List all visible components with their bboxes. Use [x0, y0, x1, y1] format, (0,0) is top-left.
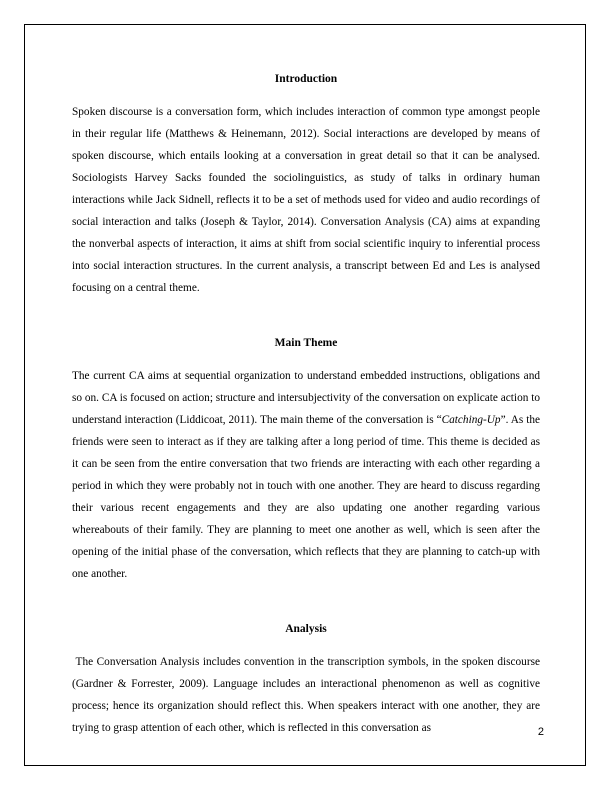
analysis-paragraph: The Conversation Analysis includes convention in the transcription symbols, in the spoken discourse (Gardner & Forrester, 2009). Language includes an interactional phenomenon as well as cognitive process; hence its organization should reflect this. When speakers interact with one another, they are trying to grasp attention of each other, which is reflected in this conversation as	[72, 656, 540, 734]
main-theme-text-after: ”. As the friends were seen to interact as if they are talking after a long period of time. This theme is decided as it can be seen from the entire conversation that two friends are interacting with each other regarding a period in which they were probably not in touch with one another. They are heard to discuss regarding their various recent engagements and they are also updating one another regarding various whereabouts of their family. They are planning to meet one another as well, which is seen after the opening of the initial phase of the conversation, which reflects that they are planning to catch-up with one another.	[72, 414, 540, 580]
main-theme-emphasis: Catching-Up	[441, 414, 501, 426]
main-theme-text-before: The current CA aims at sequential organization to understand embedded instructions, obligations and so on. CA is focused on action; structure and intersubjectivity of the conversation on explicate action to understand interaction (Liddicoat, 2011). The main theme of the conversation is “	[72, 370, 540, 426]
page-number: 2	[537, 726, 544, 738]
analysis-heading: Analysis	[285, 623, 327, 635]
introduction-paragraph: Spoken discourse is a conversation form, which includes interaction of common type amongst people in their regular life (Matthews & Heinemann, 2012). Social interactions are developed by means of spoken discourse, which entails looking at a conversation in great detail so that it can be analysed. Sociologists Harvey Sacks founded the sociolinguistics, as study of talks in ordinary human interactions while Jack Sidnell, reflects it to be a set of methods used for video and audio recordings of social interaction and talks (Joseph & Taylor, 2014). Conversation Analysis (CA) aims at expanding the nonverbal aspects of interaction, it aims at shift from social scientific inquiry to inferential process into social interaction structures. In the current analysis, a transcript between Ed and Les is analysed focusing on a central theme.	[72, 106, 540, 294]
main-theme-heading: Main Theme	[274, 337, 338, 349]
introduction-heading: Introduction	[274, 73, 338, 85]
document-body	[72, 68, 540, 739]
main-theme-paragraph	[72, 365, 540, 585]
